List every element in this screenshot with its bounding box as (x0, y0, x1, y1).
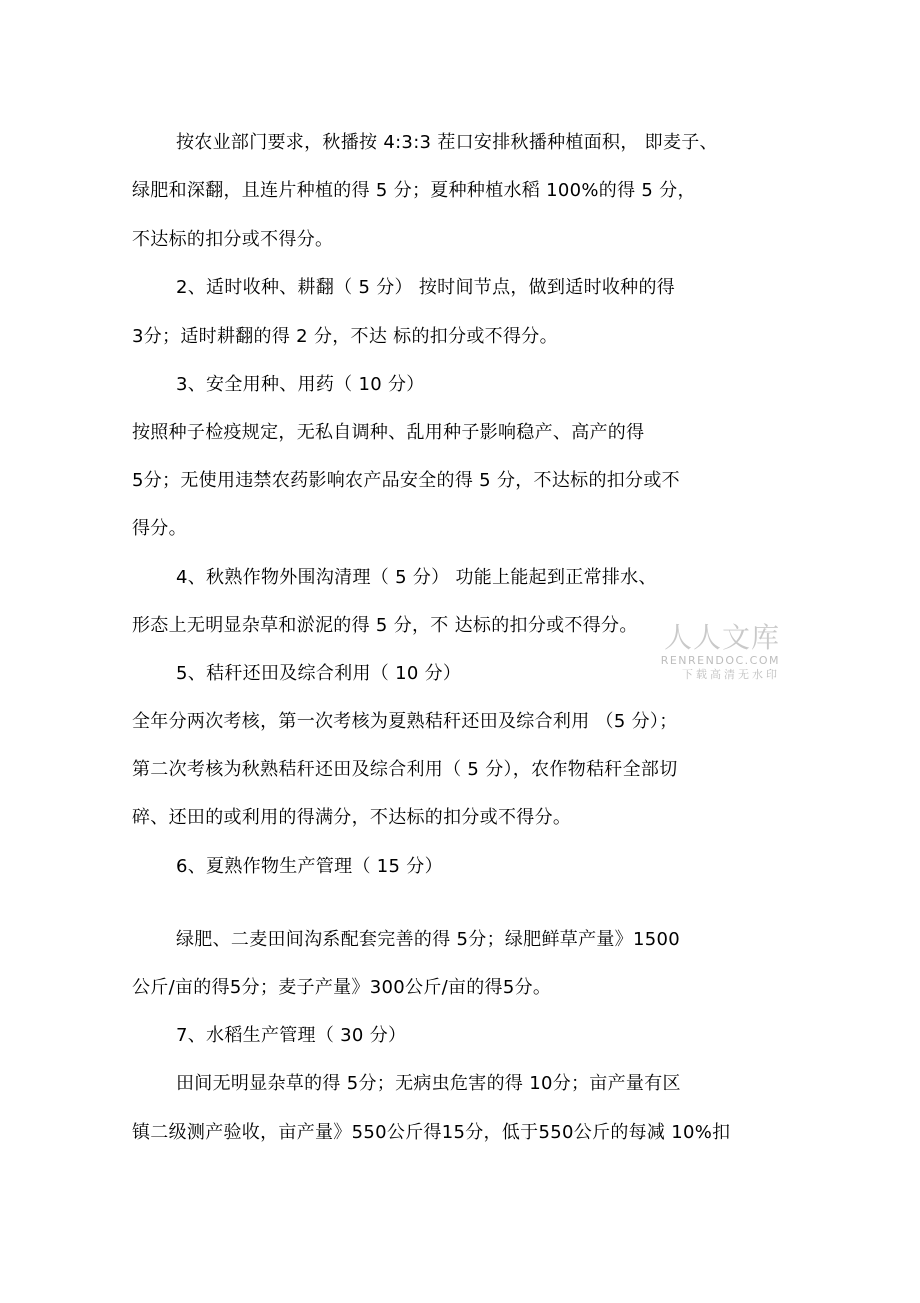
paragraph-line: 绿肥、二麦田间沟系配套完善的得 5分；绿肥鲜草产量》1500 (176, 929, 680, 950)
paragraph-line: 按照种子检疫规定，无私自调种、乱用种子影响稳产、高产的得 (132, 422, 645, 443)
paragraph-line: 按农业部门要求，秋播按 4:3:3 茬口安排秋播种植面积， 即麦子、 (176, 132, 718, 153)
section-heading: 5、秸秆还田及综合利用（ 10 分） (176, 663, 462, 684)
watermark-title: 人人文库 (663, 621, 780, 654)
paragraph-line: 第二次考核为秋熟秸秆还田及综合利用（ 5 分），农作物秸秆全部切 (132, 759, 678, 780)
paragraph-line: 不达标的扣分或不得分。 (132, 229, 334, 250)
watermark-subtitle: 下载高清无水印 (682, 668, 780, 681)
section-heading: 7、水稻生产管理（ 30 分） (176, 1025, 407, 1046)
section-heading: 2、适时收种、耕翻（ 5 分） 按时间节点，做到适时收种的得 (176, 277, 676, 298)
paragraph-line: 全年分两次考核，第一次考核为夏熟秸秆还田及综合利用 （5 分）； (132, 711, 678, 732)
paragraph-line: 3分；适时耕翻的得 2 分，不达 标的扣分或不得分。 (132, 326, 558, 347)
paragraph-line: 5分；无使用违禁农药影响农产品安全的得 5 分，不达标的扣分或不 (132, 470, 680, 491)
watermark-url: RENRENDOC.COM (660, 654, 780, 667)
paragraph-line: 公斤/亩的得5分；麦子产量》300公斤/亩的得5分。 (132, 977, 552, 998)
paragraph-line: 得分。 (132, 518, 187, 539)
paragraph-line: 绿肥和深翻，且连片种植的得 5 分；夏种种植水稻 100%的得 5 分， (132, 180, 696, 201)
section-heading: 3、安全用种、用药（ 10 分） (176, 374, 425, 395)
paragraph-line: 镇二级测产验收，亩产量》550公斤得15分，低于550公斤的每减 10%扣 (132, 1122, 731, 1143)
section-heading: 6、夏熟作物生产管理（ 15 分） (176, 856, 443, 877)
paragraph-line: 田间无明显杂草的得 5分；无病虫危害的得 10分；亩产量有区 (176, 1073, 681, 1094)
watermark (640, 622, 780, 682)
section-heading: 4、秋熟作物外围沟清理（ 5 分） 功能上能起到正常排水、 (176, 567, 657, 588)
paragraph-line: 碎、还田的或利用的得满分，不达标的扣分或不得分。 (132, 807, 572, 828)
paragraph-line: 形态上无明显杂草和淤泥的得 5 分，不 达标的扣分或不得分。 (132, 615, 638, 636)
